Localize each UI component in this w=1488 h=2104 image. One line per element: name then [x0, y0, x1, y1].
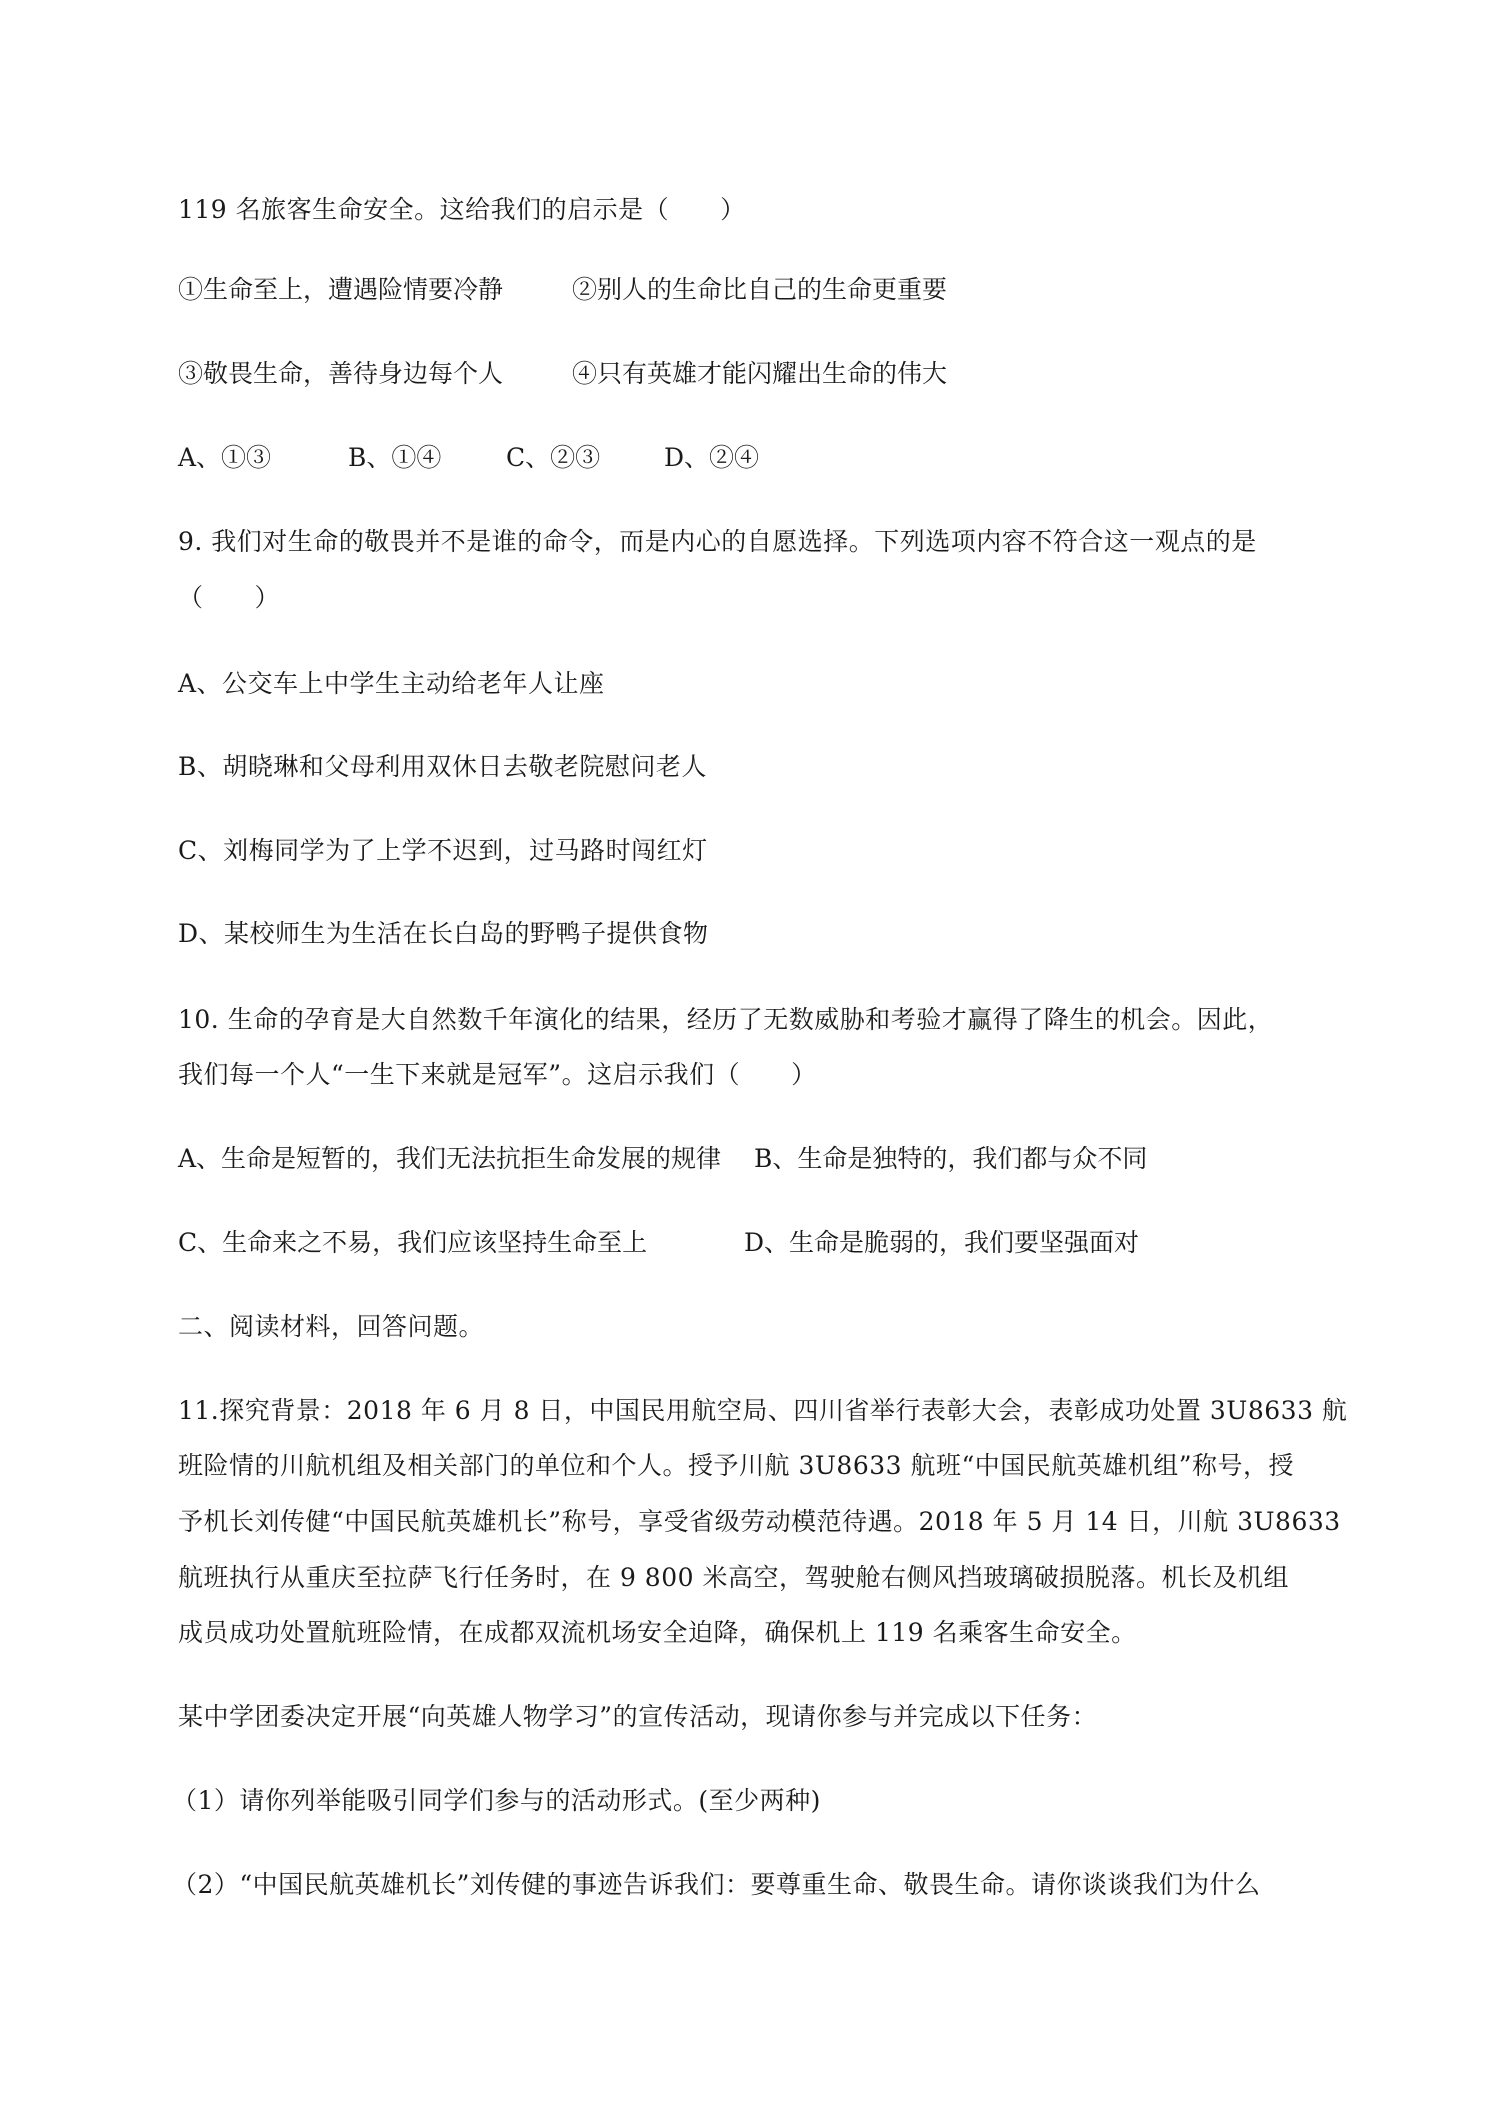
- q11-para-line1: 11.探究背景：2018 年 6 月 8 日，中国民用航空局、四川省举行表彰大会，表彰成功处置 3U8633 航: [178, 1396, 1348, 1425]
- q11-task-intro: 某中学团委决定开展“向英雄人物学习”的宣传活动，现请你参与并完成以下任务：: [178, 1702, 1098, 1731]
- q9-option-c: C、刘梅同学为了上学不迟到，过马路时闯红灯: [178, 836, 708, 865]
- q9-stem-line1: 9. 我们对生命的敬畏并不是谁的命令，而是内心的自愿选择。下列选项内容不符合这一观点的是: [178, 527, 1257, 556]
- q11-para-line5: 成员成功处置航班险情，在成都双流机场安全迫降，确保机上 119 名乘客生命安全。: [178, 1618, 1137, 1647]
- q10-option-d: D、生命是脆弱的，我们要坚强面对: [744, 1228, 1140, 1257]
- q9-option-b: B、胡晓琳和父母利用双休日去敬老院慰问老人: [178, 752, 707, 781]
- q9-option-a: A、公交车上中学生主动给老年人让座: [178, 669, 605, 698]
- q10-option-b: B、生命是独特的，我们都与众不同: [754, 1144, 1148, 1173]
- q8-statement-2: ②别人的生命比自己的生命更重要: [572, 275, 948, 304]
- q8-option-d: D、②④: [664, 443, 760, 472]
- q11-para-line3: 予机长刘传健“中国民航英雄机长”称号，享受省级劳动模范待遇。2018 年 5 月 14 日，川航 3U8633: [178, 1507, 1341, 1536]
- q10-stem-line1: 10. 生命的孕育是大自然数千年演化的结果，经历了无数威胁和考验才赢得了降生的机会。因此，: [178, 1005, 1274, 1034]
- q10-stem-line2: 我们每一个人“一生下来就是冠军”。这启示我们（ ）: [178, 1060, 817, 1089]
- q11-para-line4: 航班执行从重庆至拉萨飞行任务时，在 9 800 米高空，驾驶舱右侧风挡玻璃破损脱落。机长及机组: [178, 1563, 1289, 1592]
- q11-para-line2: 班险情的川航机组及相关部门的单位和个人。授予川航 3U8633 航班“中国民航英雄机组”称号，授: [178, 1451, 1295, 1480]
- q8-option-c: C、②③: [506, 443, 601, 472]
- q8-option-a: A、①③: [178, 443, 272, 472]
- q8-statement-1: ①生命至上，遭遇险情要冷静: [178, 275, 504, 304]
- q9-option-d: D、某校师生为生活在长白岛的野鸭子提供食物: [178, 919, 709, 948]
- q8-statement-4: ④只有英雄才能闪耀出生命的伟大: [572, 359, 948, 388]
- q10-option-a: A、生命是短暂的，我们无法抗拒生命发展的规律: [178, 1144, 722, 1173]
- q10-option-c: C、生命来之不易，我们应该坚持生命至上: [178, 1228, 648, 1257]
- q9-stem-line2: （ ）: [178, 583, 281, 612]
- q8-statement-3: ③敬畏生命，善待身边每个人: [178, 359, 504, 388]
- q8-stem-tail: 119 名旅客生命安全。这给我们的启示是（ ）: [178, 195, 746, 224]
- q11-sub-question-1: （1）请你列举能吸引同学们参与的活动形式。(至少两种): [172, 1786, 821, 1815]
- q11-sub-question-2: （2）“中国民航英雄机长”刘传健的事迹告诉我们：要尊重生命、敬畏生命。请你谈谈我们为什么: [172, 1870, 1261, 1899]
- q8-option-b: B、①④: [348, 443, 442, 472]
- section-heading: 二、阅读材料，回答问题。: [178, 1312, 485, 1341]
